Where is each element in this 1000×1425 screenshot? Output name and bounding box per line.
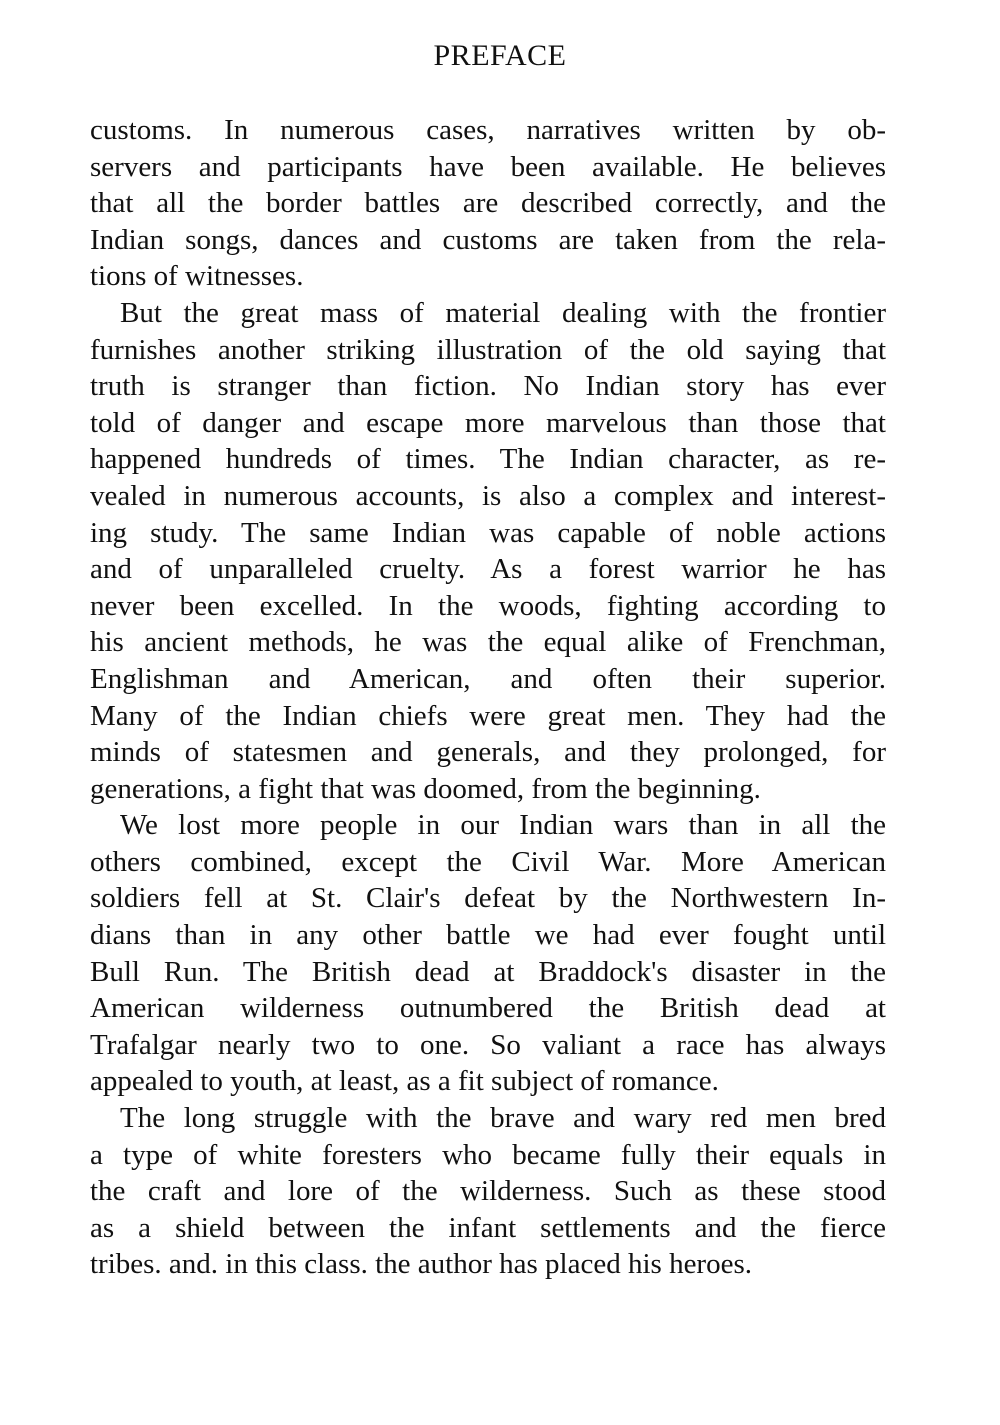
text-line: told of danger and escape more marvelous than those that	[90, 406, 886, 439]
text-line: But the great mass of material dealing with the frontier	[120, 296, 886, 329]
text-line: the craft and lore of the wilderness. Such as these stood	[90, 1175, 886, 1208]
page-title: PREFACE	[433, 39, 567, 72]
text-line: as a shield between the infant settlements and the fierce	[90, 1211, 886, 1244]
text-line: his ancient methods, he was the equal alike of Frenchman,	[90, 626, 886, 659]
text-line: We lost more people in our Indian wars than in all the	[120, 809, 886, 842]
text-line: Trafalgar nearly two to one. So valiant a race has always	[90, 1028, 886, 1061]
paragraph-3	[90, 807, 886, 1100]
text-line: vealed in numerous accounts, is also a complex and interest-	[90, 479, 886, 512]
text-line: Englishman and American, and often their superior.	[90, 662, 886, 695]
text-line: Indian songs, dances and customs are taken from the rela-	[90, 223, 886, 256]
text-line: Bull Run. The British dead at Braddock's disaster in the	[90, 955, 886, 988]
text-line: a type of white foresters who became fully their equals in	[90, 1138, 886, 1171]
text-line: truth is stranger than fiction. No Indian story has ever	[90, 370, 886, 403]
text-line: dians than in any other battle we had ever fought until	[90, 919, 886, 952]
text-line: tribes. and. in this class. the author has placed his heroes.	[90, 1248, 753, 1281]
paragraph-4	[90, 1100, 886, 1283]
text-line: American wilderness outnumbered the British dead at	[90, 992, 886, 1025]
text-line: others combined, except the Civil War. More American	[90, 845, 886, 878]
text-line: generations, a fight that was doomed, from the beginning.	[90, 772, 761, 805]
text-line: ing study. The same Indian was capable of noble actions	[90, 516, 886, 549]
text-line: and of unparalleled cruelty. As a forest warrior he has	[90, 553, 886, 586]
paragraph-2	[90, 295, 886, 807]
text-line: never been excelled. In the woods, fighting according to	[90, 589, 886, 622]
text-line: tions of witnesses.	[90, 260, 304, 293]
text-line: furnishes another striking illustration of the old saying that	[90, 333, 886, 366]
text-line: servers and participants have been available. He believes	[90, 150, 886, 183]
text-line: customs. In numerous cases, narratives written by ob-	[90, 114, 886, 146]
text-line: that all the border battles are described correctly, and the	[90, 187, 886, 220]
text-line: The long struggle with the brave and wary red men bred	[120, 1102, 886, 1135]
preface-body	[90, 112, 886, 1283]
text-line: soldiers fell at St. Clair's defeat by the Northwestern In-	[90, 882, 886, 915]
paragraph-1	[90, 112, 886, 295]
text-line: Many of the Indian chiefs were great men. They had the	[90, 699, 886, 732]
text-line: minds of statesmen and generals, and they prolonged, for	[90, 736, 886, 769]
text-line: happened hundreds of times. The Indian character, as re-	[90, 443, 886, 476]
text-line: appealed to youth, at least, as a fit subject of romance.	[90, 1065, 719, 1098]
